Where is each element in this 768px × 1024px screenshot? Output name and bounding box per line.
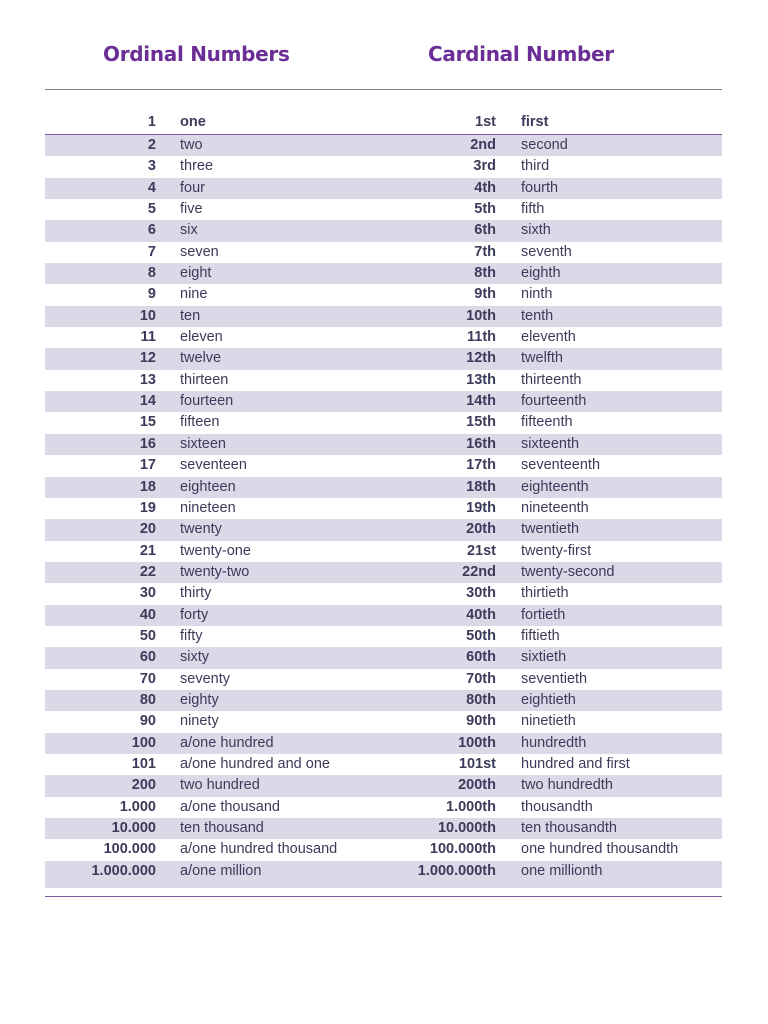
ordinal-word-cell: first [521,114,549,130]
cardinal-word-cell: two hundred [180,777,260,794]
ordinal-number-cell: 21st [466,542,496,559]
ordinal-number-cell: 100th [458,734,496,751]
cardinal-word-cell: two [180,137,203,153]
number-cell: 17 [139,457,156,474]
ordinal-number-cell: 10th [466,307,496,324]
cardinal-word-cell: six [180,222,198,239]
ordinal-number-cell: 80th [466,691,496,708]
table-row [45,605,722,626]
table-row [45,455,722,476]
number-cell: 100.000 [103,841,156,858]
ordinal-number-cell: 10.000th [437,820,496,836]
ordinal-word-cell: sixtieth [521,649,567,666]
ordinal-word-cell: eightieth [521,691,576,708]
ordinal-word-cell: fiftieth [521,627,560,644]
cardinal-word-cell: eleven [180,329,223,346]
table-row [45,348,722,369]
number-cell: 12 [139,350,156,367]
table-row [45,754,722,775]
number-cell: 15 [139,414,156,431]
table-row [45,690,722,711]
ordinal-number-cell: 7th [474,243,496,260]
ordinal-word-cell: ninth [521,286,553,303]
ordinal-number-cell: 70th [466,670,496,687]
number-cell: 200 [131,777,156,794]
cardinal-word-cell: twelve [180,350,222,367]
ordinal-number-cell: 12th [466,350,496,367]
table-row [45,412,722,433]
ordinal-word-cell: seventeenth [521,457,601,474]
ordinal-word-cell: fortieth [521,606,566,623]
ordinal-word-cell: twelfth [521,350,563,367]
number-cell: 19 [139,499,156,516]
table-row [45,477,722,498]
number-cell: 30 [139,585,156,602]
table-row [45,541,722,562]
ordinal-number-cell: 6th [474,222,496,239]
number-cell: 21 [139,542,156,559]
ordinal-word-cell: hundredth [521,734,587,751]
ordinal-word-cell: sixth [521,222,551,239]
ordinal-number-cell: 14th [466,393,496,410]
cardinal-word-cell: twenty [180,521,222,538]
number-cell: 101 [131,755,156,772]
ordinal-number-cell: 15th [466,414,496,431]
table-row [45,178,722,199]
ordinal-word-cell: third [521,158,550,175]
number-cell: 10.000 [111,820,156,836]
ordinal-number-cell: 16th [466,435,496,452]
ordinal-word-cell: one millionth [521,862,603,879]
ordinal-word-cell: ninetieth [521,713,576,730]
cardinal-word-cell: fifty [180,627,203,644]
ordinal-word-cell: fourth [521,179,559,196]
ordinal-number-cell: 18th [466,478,496,495]
ordinal-number-cell: 1.000.000th [417,862,496,879]
table-row [45,775,722,796]
ordinal-number-cell: 30th [466,585,496,602]
cardinal-word-cell: nineteen [180,499,236,516]
ordinal-word-cell: thousandth [521,798,593,815]
ordinal-word-cell: fifth [521,201,545,218]
table-row [45,156,722,177]
table-row [45,626,722,647]
ordinal-word-cell: twenty-first [521,542,592,559]
cardinal-word-cell: sixteen [180,435,226,452]
number-cell: 3 [147,158,156,175]
cardinal-word-cell: thirteen [180,371,229,388]
number-cell: 80 [139,691,156,708]
cardinal-word-cell: a/one thousand [180,798,280,815]
number-cell: 18 [139,478,156,495]
heading-ordinal-numbers: Ordinal Numbers [103,42,290,66]
ordinal-word-cell: seventh [521,243,572,260]
ordinal-word-cell: one hundred thousandth [521,841,679,858]
cardinal-word-cell: seventy [180,670,230,687]
number-cell: 70 [139,670,156,687]
table-row [45,818,722,839]
ordinal-number-cell: 4th [474,179,496,196]
number-cell: 9 [147,286,156,303]
number-cell: 6 [147,222,156,239]
number-cell: 60 [139,649,156,666]
cardinal-word-cell: ninety [180,713,219,730]
ordinal-word-cell: eighth [521,265,561,282]
ordinal-number-cell: 20th [466,521,496,538]
cardinal-word-cell: three [180,158,214,175]
table-row [45,711,722,732]
table-row [45,242,722,263]
ordinal-word-cell: ten thousandth [521,820,617,836]
cardinal-word-cell: twenty-two [180,563,250,580]
ordinal-word-cell: twentieth [521,521,580,538]
cardinal-word-cell: a/one hundred and one [180,755,330,772]
table-row [45,839,722,860]
ordinal-number-cell: 50th [466,627,496,644]
cardinal-word-cell: eighty [180,691,219,708]
cardinal-word-cell: a/one million [180,862,262,879]
table-row [45,220,722,241]
ordinal-word-cell: fourteenth [521,393,587,410]
cardinal-word-cell: twenty-one [180,542,251,559]
table-row [45,284,722,305]
ordinal-number-cell: 11th [466,329,496,346]
number-cell: 16 [139,435,156,452]
ordinal-number-cell: 40th [466,606,496,623]
table-row [45,562,722,583]
number-cell: 14 [139,393,156,410]
bottom-divider [45,896,722,897]
number-cell: 10 [139,307,156,324]
ordinal-number-cell: 9th [474,286,496,303]
table-row [45,111,722,135]
cardinal-word-cell: nine [180,286,208,303]
ordinal-word-cell: twenty-second [521,563,615,580]
cardinal-word-cell: eighteen [180,478,236,495]
ordinal-word-cell: thirtieth [521,585,569,602]
cardinal-word-cell: ten [180,307,201,324]
cardinal-word-cell: seventeen [180,457,247,474]
number-cell: 2 [147,137,156,153]
ordinal-number-cell: 22nd [462,563,496,580]
number-cell: 50 [139,627,156,644]
cardinal-word-cell: four [180,179,205,196]
cardinal-word-cell: fifteen [180,414,220,431]
table-row [45,797,722,818]
ordinal-number-cell: 90th [466,713,496,730]
ordinal-number-cell: 1.000th [446,798,496,815]
cardinal-word-cell: a/one hundred [180,734,274,751]
ordinal-number-cell: 19th [466,499,496,516]
ordinal-number-cell: 200th [458,777,496,794]
ordinal-word-cell: fifteenth [521,414,573,431]
number-cell: 20 [139,521,156,538]
number-cell: 5 [147,201,156,218]
top-divider [45,89,722,90]
ordinal-number-cell: 2nd [470,137,496,153]
table-row [45,370,722,391]
number-cell: 90 [139,713,156,730]
cardinal-word-cell: forty [180,606,209,623]
ordinal-number-cell: 5th [474,201,496,218]
ordinal-word-cell: two hundredth [521,777,613,794]
table-row [45,135,722,156]
ordinal-number-cell: 101st [458,755,496,772]
numbers-table [45,111,722,888]
cardinal-word-cell: ten thousand [180,820,264,836]
table-row [45,519,722,540]
ordinal-word-cell: nineteenth [521,499,589,516]
ordinal-word-cell: eighteenth [521,478,589,495]
number-cell: 7 [147,243,156,260]
cardinal-word-cell: eight [180,265,212,282]
table-row [45,199,722,220]
number-cell: 1 [147,114,156,130]
table-row [45,263,722,284]
ordinal-number-cell: 8th [474,265,496,282]
table-row [45,327,722,348]
number-cell: 22 [139,563,156,580]
table-row [45,434,722,455]
number-cell: 1.000 [119,798,156,815]
ordinal-number-cell: 1st [475,114,496,130]
table-row [45,583,722,604]
cardinal-word-cell: fourteen [180,393,234,410]
number-cell: 40 [139,606,156,623]
table-row [45,647,722,668]
heading-cardinal-number: Cardinal Number [428,42,614,66]
cardinal-word-cell: a/one hundred thousand [180,841,338,858]
ordinal-number-cell: 100.000th [429,841,496,858]
table-row [45,669,722,690]
table-row [45,733,722,754]
cardinal-word-cell: one [180,114,206,130]
number-cell: 13 [139,371,156,388]
table-row [45,498,722,519]
ordinal-word-cell: hundred and first [521,755,630,772]
ordinal-word-cell: eleventh [521,329,576,346]
number-cell: 4 [147,179,156,196]
table-row [45,306,722,327]
ordinal-number-cell: 17th [466,457,496,474]
table-row [45,391,722,412]
ordinal-word-cell: second [521,137,568,153]
number-cell: 11 [140,329,156,346]
ordinal-word-cell: tenth [521,307,554,324]
cardinal-word-cell: thirty [180,585,212,602]
number-cell: 8 [147,265,156,282]
ordinal-number-cell: 3rd [473,158,496,175]
cardinal-word-cell: seven [180,243,219,260]
ordinal-number-cell: 13th [466,371,496,388]
number-cell: 1.000.000 [91,862,156,879]
ordinal-number-cell: 60th [466,649,496,666]
table-row [45,861,722,888]
ordinal-word-cell: seventieth [521,670,588,687]
ordinal-word-cell: sixteenth [521,435,580,452]
cardinal-word-cell: sixty [180,649,209,666]
ordinal-word-cell: thirteenth [521,371,582,388]
number-cell: 100 [131,734,156,751]
cardinal-word-cell: five [180,201,203,218]
